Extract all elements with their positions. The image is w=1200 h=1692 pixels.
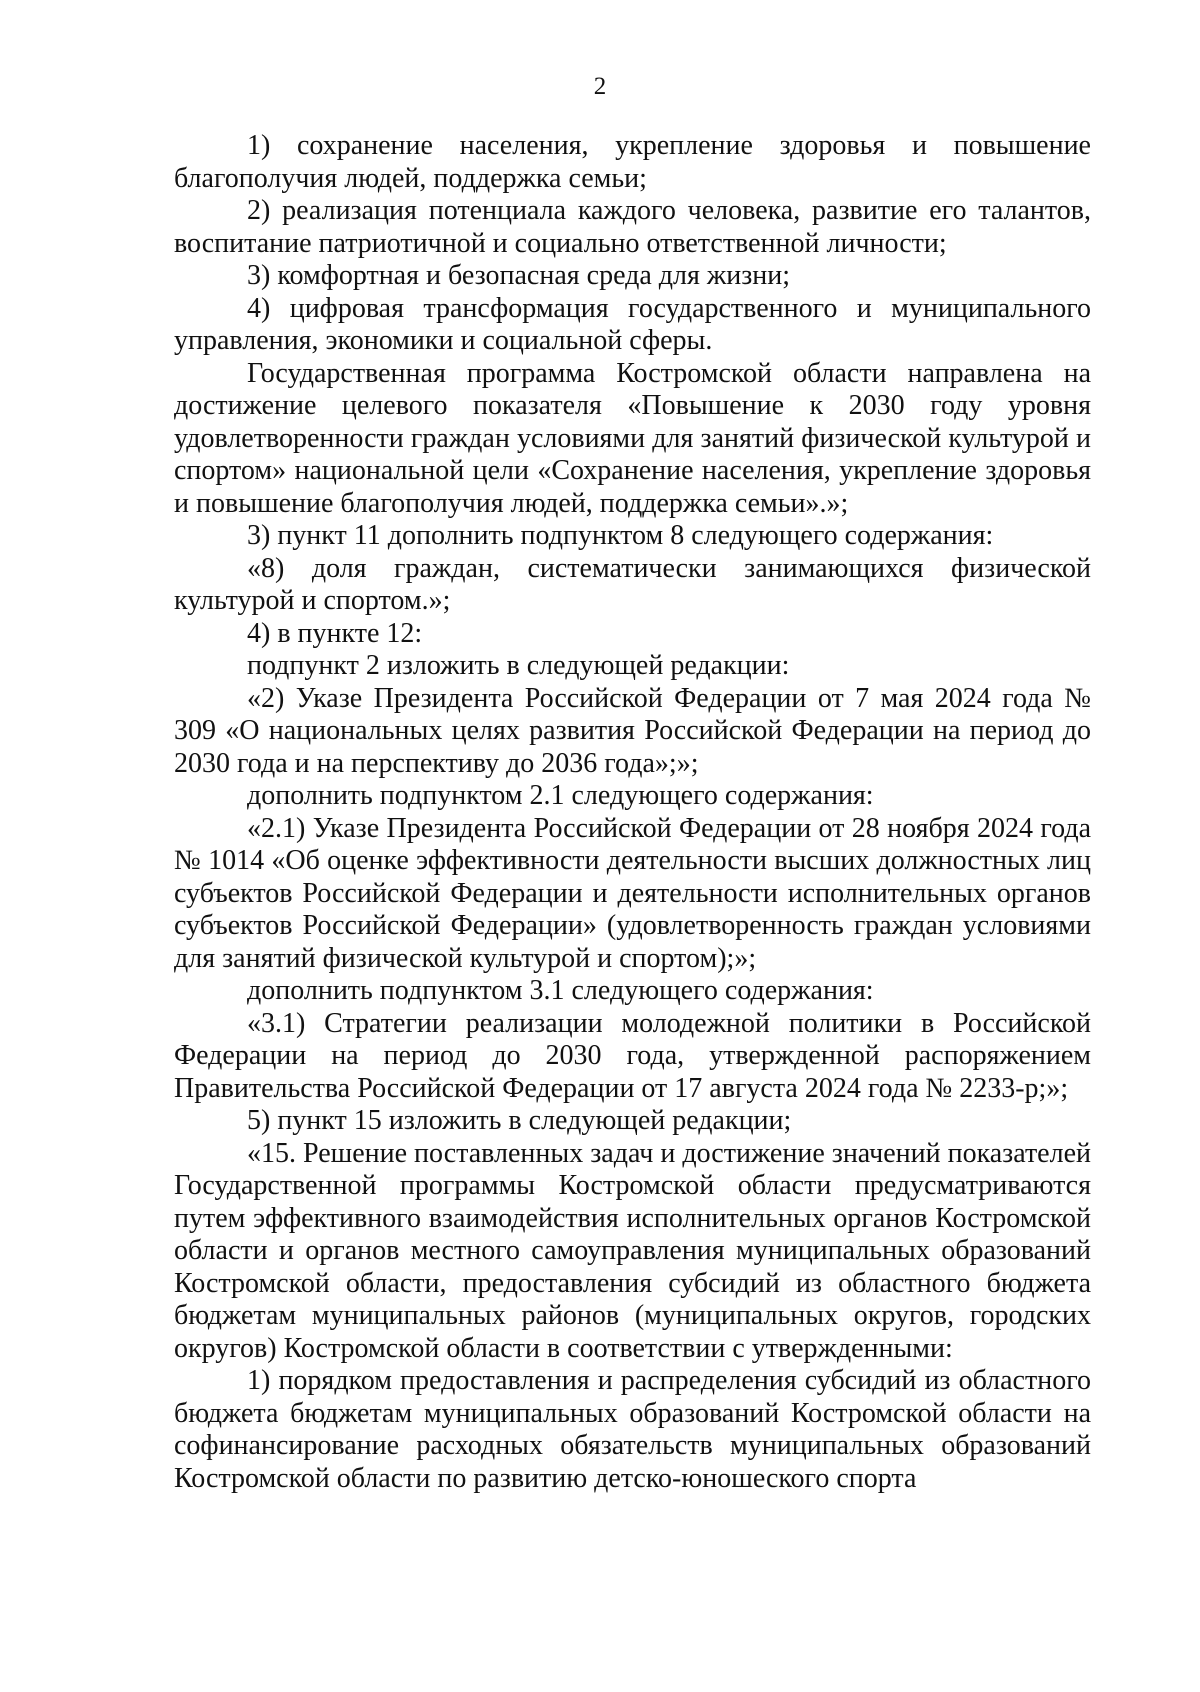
paragraph-9: подпункт 2 изложить в следующей редакции: bbox=[247, 650, 790, 681]
paragraph-13: дополнить подпунктом 3.1 следующего содержания: bbox=[247, 975, 874, 1006]
paragraph-3: 3) комфортная и безопасная среда для жизни; bbox=[247, 260, 791, 291]
paragraph-1: 1) сохранение населения, укрепление здоровья и повышение благополучия людей, поддержка семьи; bbox=[174, 130, 1091, 194]
paragraph-14: «3.1) Стратегии реализации молодежной политики в Российской Федерации на период до 2030 года, утвержденной распоряжением Правительства Российской Федерации от 17 августа 2024 года № 2233-р;»; bbox=[174, 1007, 1091, 1104]
paragraph-17: 1) порядком предоставления и распределения субсидий из областного бюджета бюджетам муниципальных образований Костромской области на софинансирование расходных обязательств муниципальных образований Костромской области по развитию детско-юношеского спорта bbox=[174, 1365, 1091, 1494]
paragraph-8: 4) в пункте 12: bbox=[247, 617, 423, 649]
document-body bbox=[174, 130, 1091, 1495]
paragraph-11: дополнить подпунктом 2.1 следующего содержания: bbox=[247, 780, 874, 811]
paragraph-7: «8) доля граждан, систематически занимающихся физической культурой и спортом.»; bbox=[174, 552, 1091, 616]
paragraph-5: Государственная программа Костромской области направлена на достижение целевого показателя «Повышение к 2030 году уровня удовлетворенности граждан условиями для занятий физической культурой и спортом» национальной цели «Сохранение населения, укрепление здоровья и повышение благополучия людей, поддержка семьи».»; bbox=[174, 357, 1091, 519]
paragraph-15: 5) пункт 15 изложить в следующей редакции; bbox=[247, 1105, 792, 1136]
paragraph-12: «2.1) Указе Президента Российской Федерации от 28 ноября 2024 года № 1014 «Об оценке эффективности деятельности высших должностных лиц субъектов Российской Федерации и деятельности исполнительных органов субъектов Российской Федерации» (удовлетворенность граждан условиями для занятий физической культурой и спортом);»; bbox=[174, 812, 1091, 974]
paragraph-6: 3) пункт 11 дополнить подпунктом 8 следующего содержания: bbox=[247, 520, 994, 551]
page-number: 2 bbox=[593, 73, 607, 100]
paragraph-2: 2) реализация потенциала каждого человека, развитие его талантов, воспитание патриотичной и социально ответственной личности; bbox=[174, 195, 1091, 259]
paragraph-10: «2) Указе Президента Российской Федерации от 7 мая 2024 года № 309 «О национальных целях развития Российской Федерации на период до 2030 года и на перспективу до 2036 года»;»; bbox=[174, 682, 1091, 779]
paragraph-4: 4) цифровая трансформация государственного и муниципального управления, экономики и социальной сферы. bbox=[174, 292, 1091, 356]
paragraph-16: «15. Решение поставленных задач и достижение значений показателей Государственной программы Костромской области предусматриваются путем эффективного взаимодействия исполнительных органов Костромской области и органов местного самоуправления муниципальных образований Костромской области, предоставления субсидий из областного бюджета бюджетам муниципальных районов (муниципальных округов, городских округов) Костромской области в соответствии с утвержденными: bbox=[174, 1137, 1091, 1364]
